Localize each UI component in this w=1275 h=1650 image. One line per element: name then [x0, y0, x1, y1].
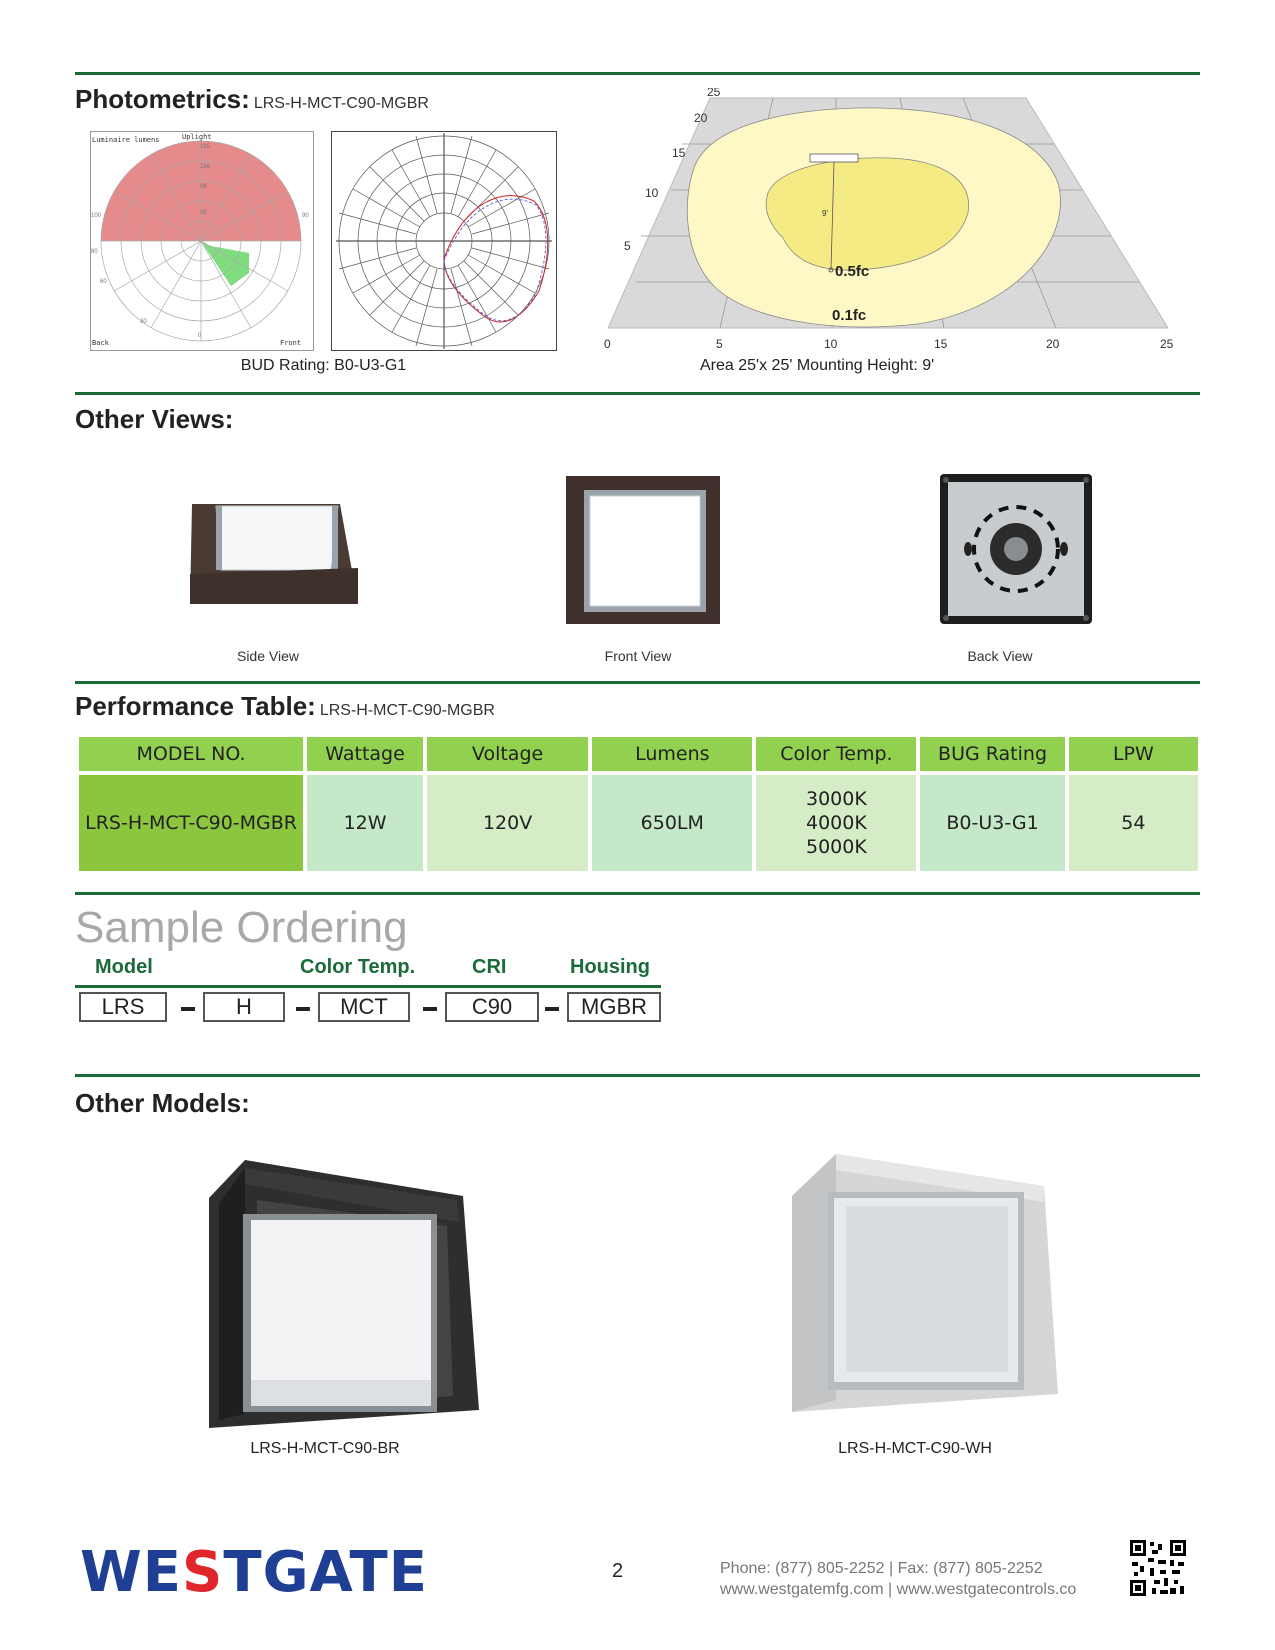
- cct-value: 5000K: [805, 836, 867, 858]
- ordering-part-model: LRS: [79, 992, 167, 1022]
- cell-model: LRS-H-MCT-C90-MGBR: [79, 771, 303, 871]
- bronze-model-image: [205, 1158, 485, 1430]
- side-view-caption: Side View: [236, 648, 299, 664]
- photometrics-model: LRS-H-MCT-C90-MGBR: [253, 95, 429, 112]
- ordering-label-cri: CRI: [472, 956, 507, 978]
- x-tick: 5: [716, 337, 723, 351]
- back-label: Back: [92, 339, 109, 347]
- y-tick: 25: [707, 88, 721, 99]
- cell-color-temp: [756, 771, 916, 871]
- ordering-label-color-temp: Color Temp.: [300, 956, 416, 978]
- side-view-image: [186, 498, 366, 610]
- other-models-heading: Other Models:: [75, 1088, 250, 1118]
- ordering-part-cri: C90: [445, 992, 539, 1022]
- luminaire-lumens-polar-chart: [90, 131, 314, 351]
- westgate-logo: WESTGATE: [80, 1540, 428, 1605]
- back-view-image: [938, 472, 1094, 628]
- radius-label: 58: [200, 210, 207, 216]
- y-tick: 15: [672, 146, 686, 160]
- performance-table: [75, 737, 1202, 871]
- bronze-model-caption: LRS-H-MCT-C90-BR: [250, 1440, 400, 1457]
- section-divider: [75, 892, 1200, 895]
- ordering-part-series: H: [203, 992, 285, 1022]
- cell-lpw: 54: [1069, 771, 1198, 871]
- performance-model: LRS-H-MCT-C90-MGBR: [319, 702, 495, 719]
- white-model-caption: LRS-H-MCT-C90-WH: [838, 1440, 992, 1457]
- cell-voltage: 120V: [427, 771, 588, 871]
- section-divider: [75, 681, 1200, 684]
- bud-rating-caption: BUD Rating: B0-U3-G1: [240, 357, 407, 374]
- table-header-row: [79, 737, 1198, 771]
- ordering-underline: [75, 985, 661, 988]
- back-view-caption: Back View: [967, 648, 1033, 664]
- contour-label-05fc: 0.5fc: [835, 263, 870, 280]
- radius-label: 156: [200, 164, 211, 170]
- other-views-heading: Other Views:: [75, 404, 234, 434]
- table-row: [79, 771, 1198, 871]
- x-tick: 15: [934, 337, 948, 351]
- mounting-height-marker: 9': [822, 209, 828, 218]
- ordering-separator: [545, 1007, 559, 1011]
- header-color-temp: Color Temp.: [756, 737, 916, 771]
- cct-value: 4000K: [805, 812, 867, 834]
- candela-distribution-chart: [331, 131, 557, 351]
- luminaire-lumens-label: Luminaire lumens: [92, 136, 160, 144]
- ordering-separator: [296, 1007, 310, 1011]
- front-view-caption: Front View: [604, 648, 672, 664]
- isofootcandle-plot: [598, 88, 1188, 358]
- contour-label-01fc: 0.1fc: [832, 307, 867, 324]
- section-divider: [75, 1074, 1200, 1077]
- header-wattage: Wattage: [307, 737, 423, 771]
- cell-bug-rating: B0-U3-G1: [920, 771, 1064, 871]
- angle-label: 100: [91, 213, 102, 219]
- sample-ordering-heading: Sample Ordering: [75, 903, 408, 952]
- angle-label: 80: [91, 249, 98, 255]
- y-tick: 20: [694, 111, 708, 125]
- x-tick: 20: [1046, 337, 1060, 351]
- header-lumens: Lumens: [592, 737, 752, 771]
- section-divider: [75, 392, 1200, 395]
- cell-wattage: 12W: [307, 771, 423, 871]
- angle-label: 60: [100, 279, 107, 285]
- front-view-image: [564, 474, 724, 626]
- contact-websites: www.westgatemfg.com | www.westgatecontrols.co: [720, 1581, 1077, 1598]
- header-lpw: LPW: [1069, 737, 1198, 771]
- y-tick: 5: [624, 239, 631, 253]
- uplight-label: Uplight: [182, 133, 212, 141]
- area-caption: Area 25'x 25' Mounting Height: 9': [700, 357, 935, 374]
- angle-label: 90: [302, 213, 309, 219]
- x-tick: 25: [1160, 337, 1174, 351]
- header-model: MODEL NO.: [79, 737, 303, 771]
- header-voltage: Voltage: [427, 737, 588, 771]
- ordering-part-color-temp: MCT: [318, 992, 410, 1022]
- radius-label: 98: [200, 184, 207, 190]
- ordering-label-housing: Housing: [570, 956, 650, 978]
- cct-value: 3000K: [805, 788, 867, 810]
- angle-label: 0: [198, 333, 202, 339]
- page-number: 2: [612, 1560, 624, 1582]
- front-label: Front: [280, 339, 302, 347]
- radius-label: 195: [200, 144, 211, 150]
- ordering-separator: [423, 1007, 437, 1011]
- header-bug-rating: BUG Rating: [920, 737, 1064, 771]
- x-tick: 0: [604, 337, 611, 351]
- ordering-part-housing: MGBR: [567, 992, 661, 1022]
- angle-label: 30: [140, 319, 147, 325]
- photometrics-heading: Photometrics: LRS-H-MCT-C90-MGBR: [75, 84, 429, 114]
- y-tick: 10: [645, 186, 659, 200]
- contact-phone-fax: Phone: (877) 805-2252 | Fax: (877) 805-2252: [720, 1560, 1043, 1577]
- white-model-image: [788, 1150, 1062, 1418]
- qr-code-icon: [1130, 1540, 1186, 1596]
- ordering-separator: [181, 1007, 195, 1011]
- ordering-label-model: Model: [95, 956, 153, 978]
- performance-heading: Performance Table: LRS-H-MCT-C90-MGBR: [75, 691, 495, 721]
- x-tick: 10: [824, 337, 838, 351]
- section-divider: [75, 72, 1200, 75]
- cell-lumens: 650LM: [592, 771, 752, 871]
